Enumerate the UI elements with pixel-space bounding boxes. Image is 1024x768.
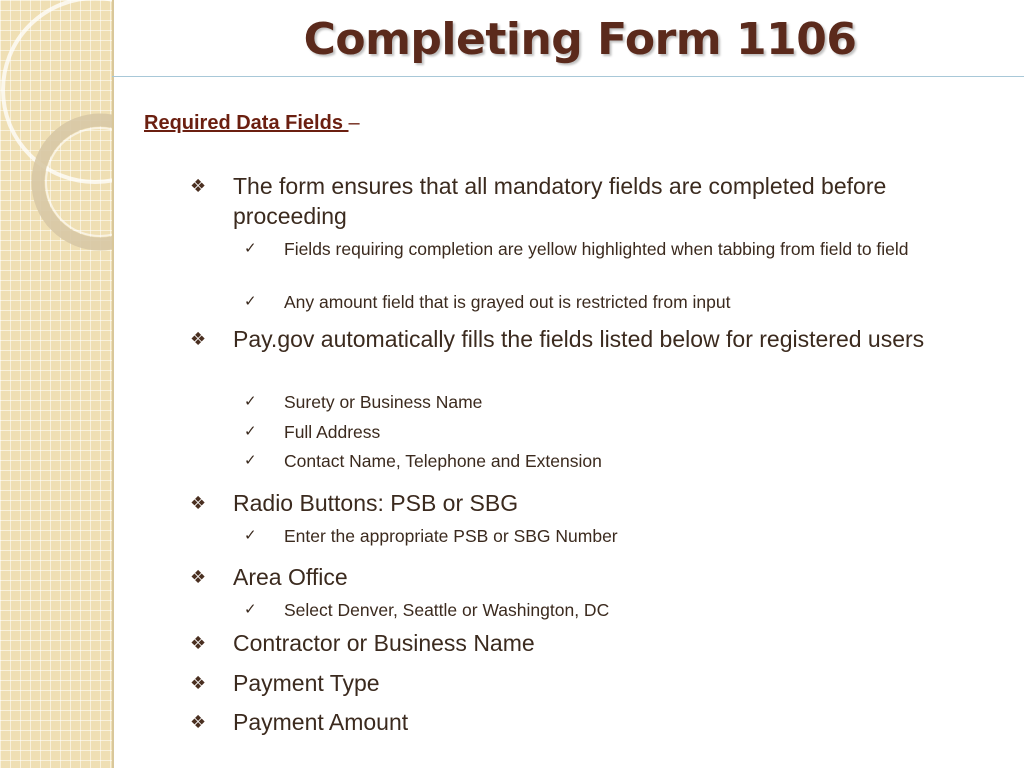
checkmark-icon: ✓ (244, 240, 257, 257)
bullet-text: Radio Buttons: PSB or SBG (233, 490, 519, 516)
checkmark-icon: ✓ (244, 293, 257, 310)
bullet-item (190, 171, 970, 231)
sub-bullet-text: Any amount field that is grayed out is restricted from input (284, 292, 731, 312)
page-title: Completing Form 1106 (303, 14, 857, 65)
bullet-text: Area Office (233, 564, 348, 590)
checkmark-icon: ✓ (244, 393, 257, 410)
sub-bullet-item (244, 290, 964, 314)
diamond-bullet-icon: ❖ (190, 633, 207, 653)
checkmark-icon: ✓ (244, 452, 257, 469)
bullet-text: Payment Amount (233, 709, 409, 735)
sub-bullet-item (244, 524, 964, 548)
sub-bullet-text: Enter the appropriate PSB or SBG Number (284, 526, 618, 546)
sub-bullet-item (244, 390, 964, 414)
bullet-text: Payment Type (233, 670, 380, 696)
sub-bullet-text: Full Address (284, 422, 381, 442)
diamond-bullet-icon: ❖ (190, 329, 207, 349)
bullet-text: Pay.gov automatically fills the fields listed below for registered users (233, 326, 925, 352)
bullet-item (190, 707, 970, 737)
bullet-item (190, 562, 970, 592)
sub-bullet-item (244, 237, 964, 261)
sub-bullet-item (244, 420, 964, 444)
section-heading-dash: – (348, 112, 360, 134)
bullet-item (190, 628, 970, 658)
checkmark-icon: ✓ (244, 423, 257, 440)
bullet-item (190, 324, 970, 354)
sub-bullet-item (244, 598, 964, 622)
diamond-bullet-icon: ❖ (190, 567, 207, 587)
sub-bullet-text: Surety or Business Name (284, 392, 483, 412)
bullet-item (190, 668, 970, 698)
diamond-bullet-icon: ❖ (190, 176, 207, 196)
checkmark-icon: ✓ (244, 527, 257, 544)
sub-bullet-item (244, 449, 964, 473)
diamond-bullet-icon: ❖ (190, 493, 207, 513)
sub-bullet-text: Fields requiring completion are yellow highlighted when tabbing from field to field (284, 239, 909, 259)
section-heading-text: Required Data Fields (144, 112, 349, 134)
bullet-text: Contractor or Business Name (233, 630, 535, 656)
bullet-item (190, 488, 970, 518)
diamond-bullet-icon: ❖ (190, 673, 207, 693)
sub-bullet-text: Contact Name, Telephone and Extension (284, 451, 602, 471)
bullet-text: The form ensures that all mandatory fields are completed before proceeding (233, 173, 887, 229)
diamond-bullet-icon: ❖ (190, 712, 207, 732)
sub-bullet-text: Select Denver, Seattle or Washington, DC (284, 600, 610, 620)
checkmark-icon: ✓ (244, 601, 257, 618)
